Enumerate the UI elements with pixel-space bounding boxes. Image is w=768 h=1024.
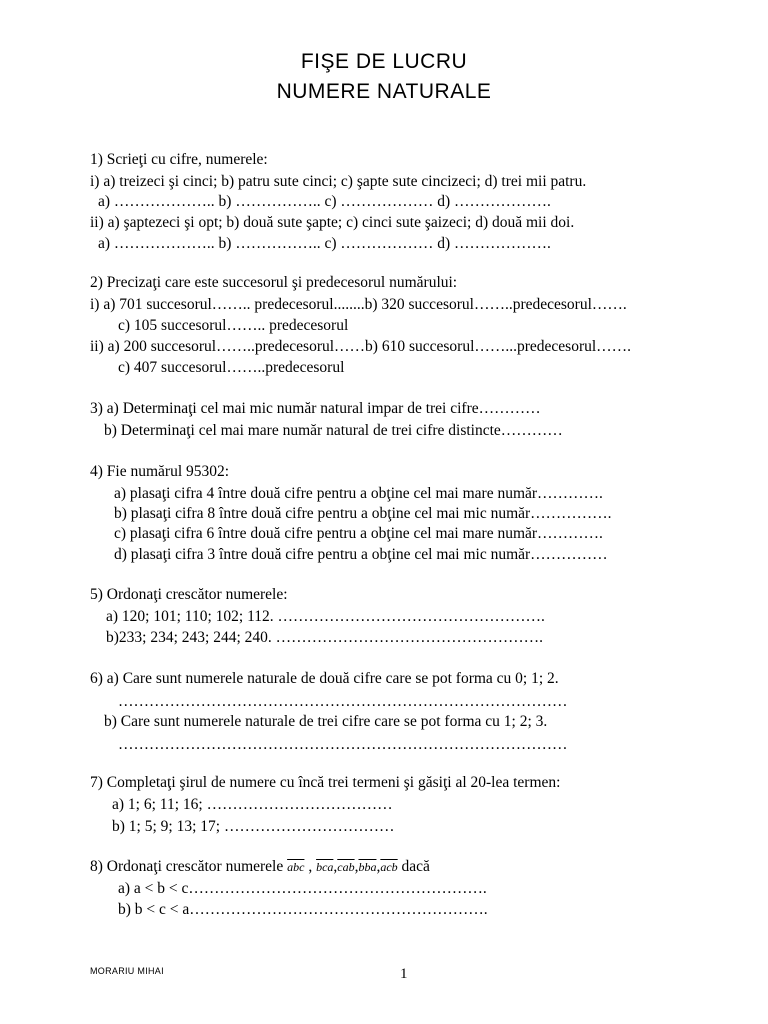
- worksheet-line: b) plasaţi cifra 8 între două cifre pentru a obţine cel mai mic număr…………….: [114, 505, 612, 522]
- worksheet-line: b) 1; 5; 9; 13; 17; ……………………………: [112, 818, 395, 835]
- worksheet-line: i) a) treizeci şi cinci; b) patru sute cinci; c) şapte sute cincizeci; d) trei mii patru.: [90, 173, 587, 190]
- author-footer: MORARIU MIHAI: [90, 966, 164, 976]
- number-bba: $\overline{bba}$: [358, 860, 377, 874]
- worksheet-line: 1) Scrieţi cu cifre, numerele:: [90, 151, 268, 168]
- worksheet-line: ……………………………………………………………………………: [118, 693, 568, 710]
- worksheet-line: c) 407 succesorul……..predecesorul: [118, 359, 345, 376]
- worksheet-subtitle: NUMERE NATURALE: [276, 80, 492, 103]
- worksheet-line: ii) a) 200 succesorul……..predecesorul……b) 610 succesorul……...predecesorul…….: [90, 338, 632, 355]
- worksheet-line: a) 1; 6; 11; 16; ………………………………: [112, 796, 393, 813]
- exercise-8-prefix: 8) Ordonaţi crescător numerele: [90, 858, 288, 875]
- worksheet-line: b) Care sunt numerele naturale de trei cifre care se pot forma cu 1; 2; 3.: [104, 713, 548, 730]
- worksheet-line: 2) Precizaţi care este succesorul şi predecesorul numărului:: [90, 274, 458, 291]
- worksheet-title: FIŞE DE LUCRU: [300, 50, 468, 73]
- number-acb: $\overline{acb}$: [380, 860, 398, 874]
- worksheet-line: a) a < b < c………………………………………………….: [118, 880, 487, 897]
- worksheet-line: i) a) 701 succesorul…….. predecesorul........b) 320 succesorul……..predecesorul…….: [90, 296, 627, 313]
- worksheet-line: a) 120; 101; 110; 102; 112. …………………………………………….: [106, 608, 545, 625]
- number-bca: $\overline{bca}$: [316, 860, 334, 874]
- worksheet-line: b) Determinaţi cel mai mare număr natural de trei cifre distincte…………: [104, 422, 563, 439]
- worksheet-line: a) plasaţi cifra 4 între două cifre pentru a obţine cel mai mare număr………….: [114, 485, 603, 502]
- worksheet-line: ……………………………………………………………………………: [118, 736, 568, 753]
- worksheet-line: a) ……………….. b) …………….. c) ……………… d) ……………….: [98, 193, 551, 210]
- worksheet-line: d) plasaţi cifra 3 între două cifre pentru a obţine cel mai mic număr……………: [114, 546, 608, 563]
- worksheet-line: c) plasaţi cifra 6 între două cifre pentru a obţine cel mai mare număr………….: [114, 525, 603, 542]
- worksheet-line: 3) a) Determinaţi cel mai mic număr natural impar de trei cifre…………: [90, 400, 541, 417]
- worksheet-line: 6) a) Care sunt numerele naturale de două cifre care se pot forma cu 0; 1; 2.: [90, 670, 559, 687]
- worksheet-line: ii) a) şaptezeci şi opt; b) două sute şapte; c) cinci sute şaizeci; d) două mii doi.: [90, 214, 575, 231]
- number-cab: $\overline{cab}$: [337, 860, 355, 874]
- worksheet-line: 5) Ordonaţi crescător numerele:: [90, 586, 288, 603]
- worksheet-line: 7) Completaţi şirul de numere cu încă trei termeni şi găsiţi al 20-lea termen:: [90, 774, 561, 791]
- worksheet-line: c) 105 succesorul…….. predecesorul: [118, 317, 349, 334]
- number-abc: $\overline{abc}$: [287, 860, 305, 874]
- page-number: 1: [400, 966, 408, 982]
- worksheet-line: b)233; 234; 243; 244; 240. …………………………………………….: [106, 629, 544, 646]
- worksheet-line: a) ……………….. b) …………….. c) ……………… d) ……………….: [98, 235, 551, 252]
- exercise-8-statement: 8) Ordonaţi crescător numerele $\overline{abc}$ , $\overline{bca},\overline{cab},\overline{bba},\overline{acb}$ dacă: [90, 858, 430, 875]
- worksheet-line: b) b < c < a………………………………………………….: [118, 901, 488, 918]
- worksheet-line: 4) Fie numărul 95302:: [90, 463, 230, 480]
